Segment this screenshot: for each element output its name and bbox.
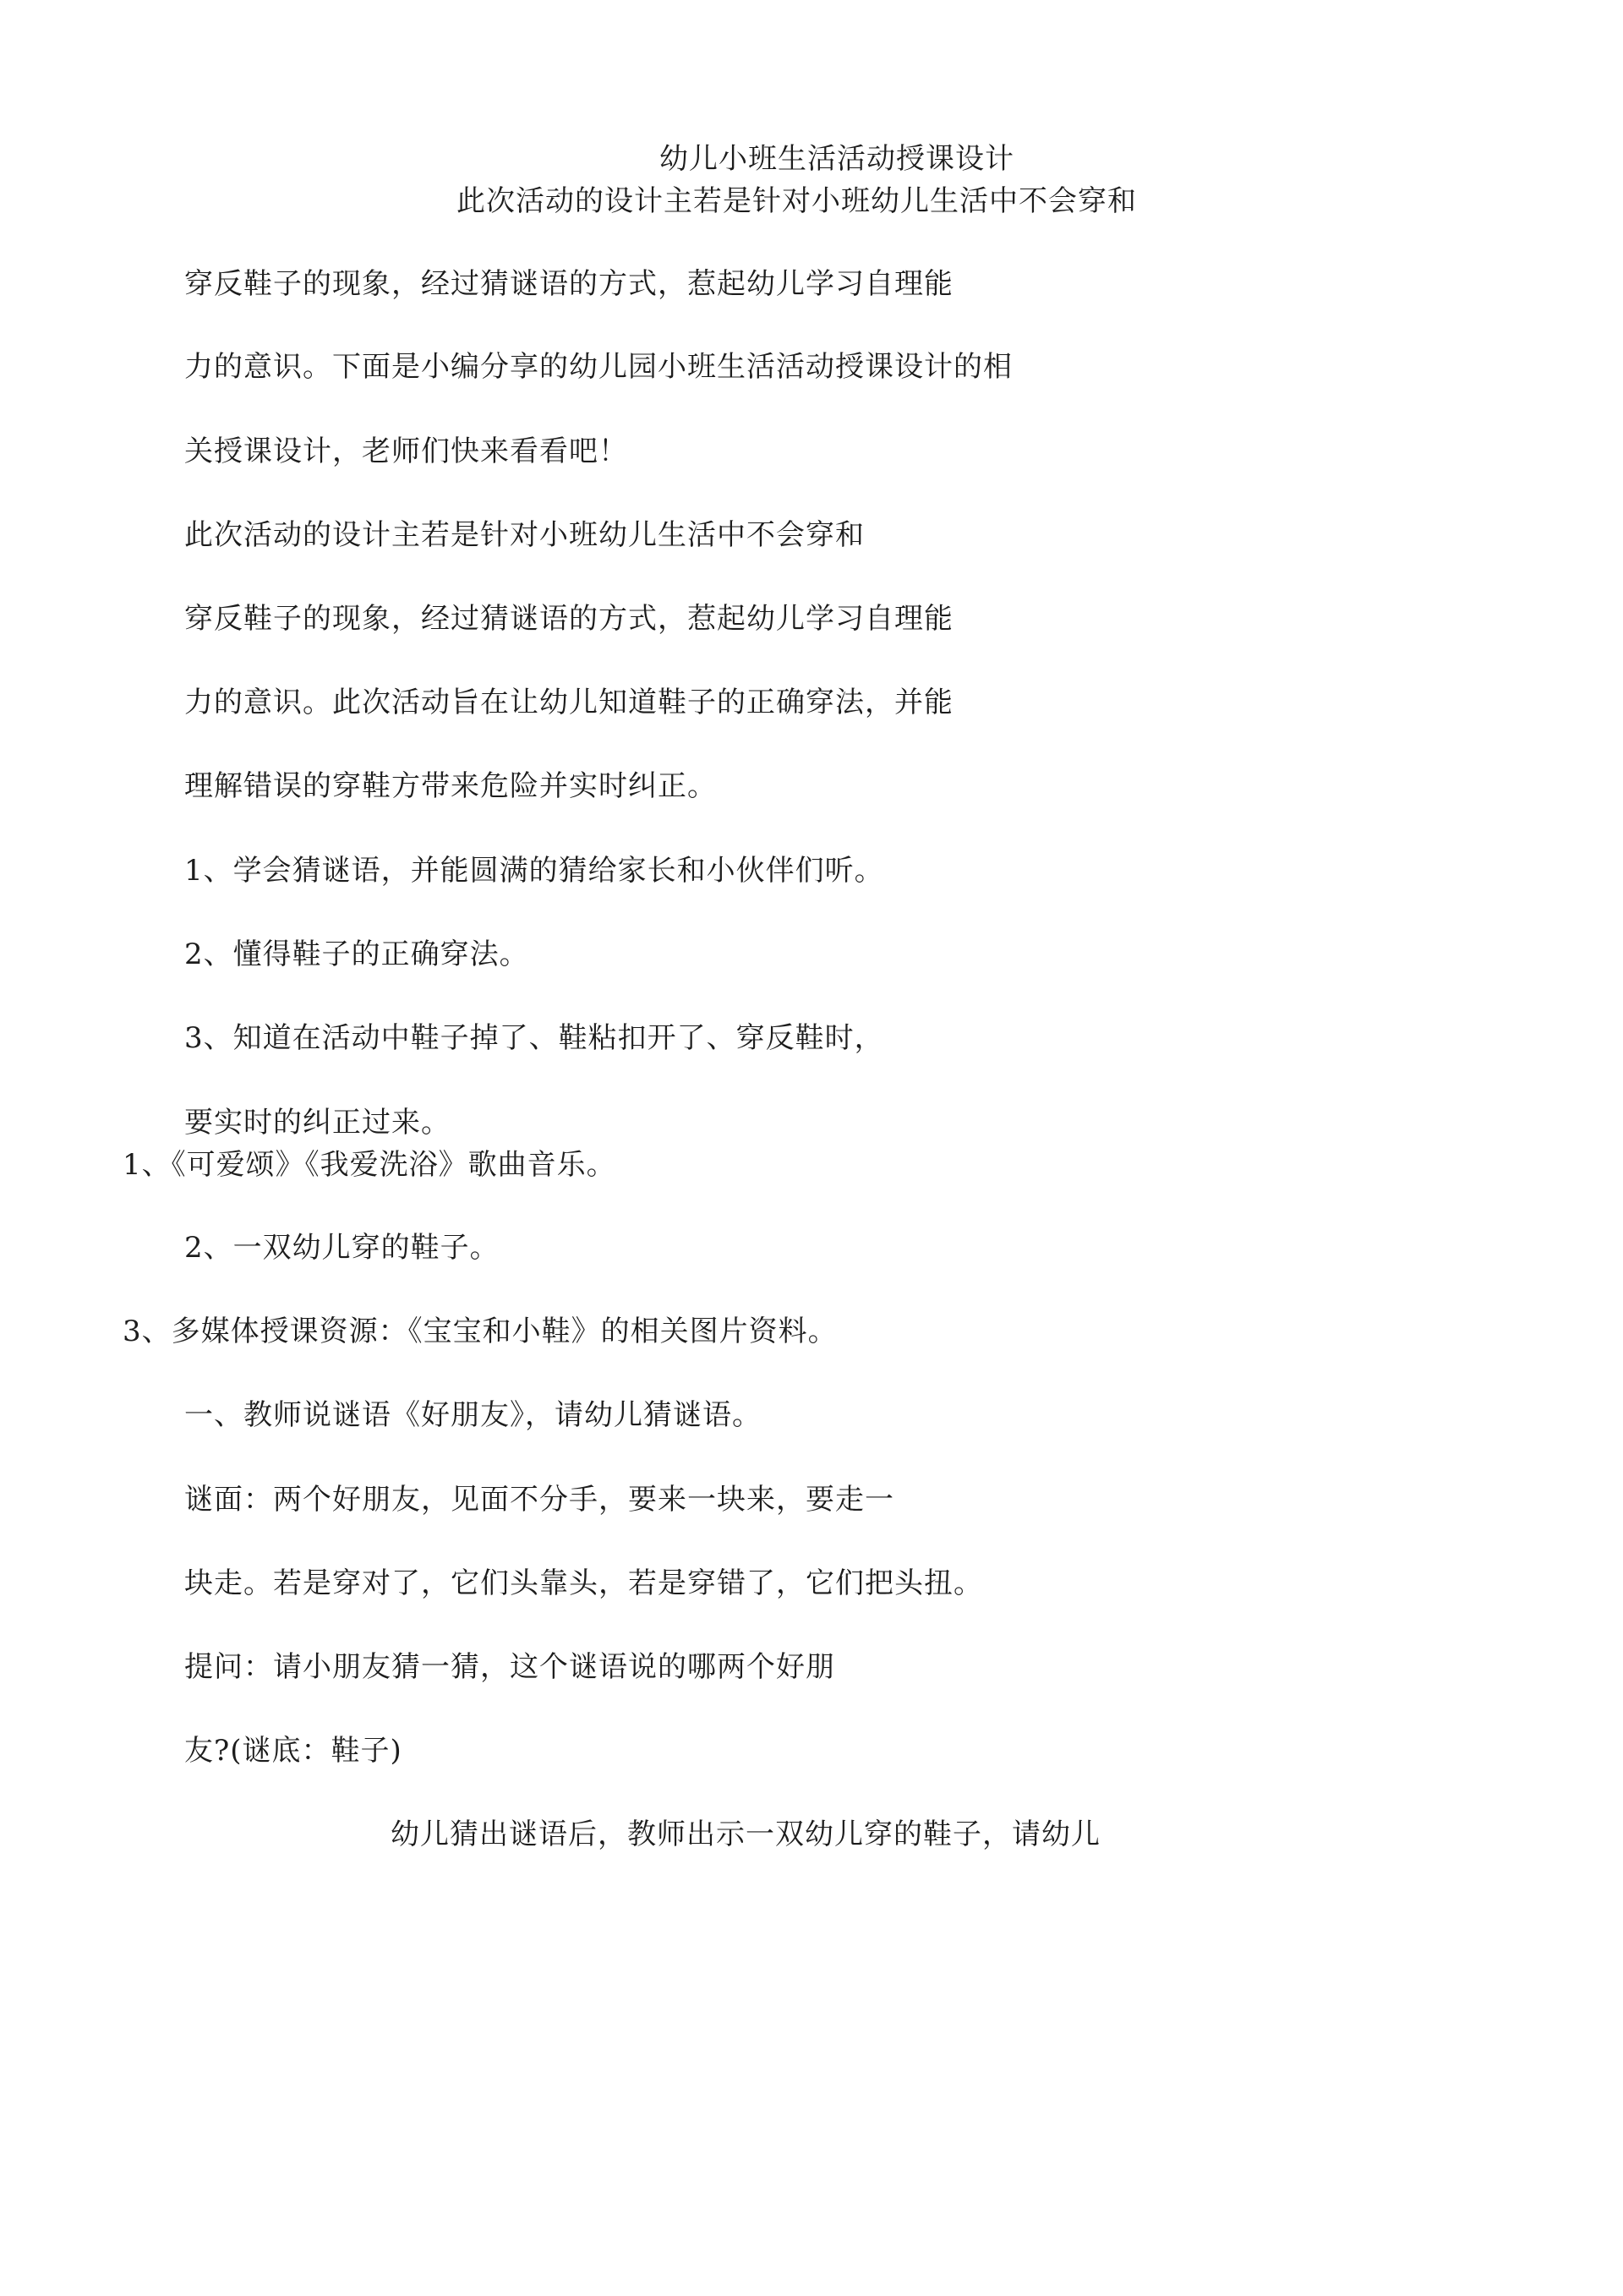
- document-subtitle: 此次活动的设计主若是针对小班幼儿生活中不会穿和: [456, 184, 1137, 218]
- paragraph-line: 力的意识。下面是小编分享的幼儿园小班生活活动授课设计的相: [184, 350, 1013, 384]
- section-heading: 一、教师说谜语《好朋友》，请幼儿猜谜语。: [184, 1398, 762, 1432]
- list-item: 2、懂得鞋子的正确穿法。: [184, 938, 529, 971]
- paragraph-line: 理解错误的穿鞋方带来危险并实时纠正。: [184, 769, 717, 803]
- paragraph-line: 块走。若是穿对了，它们头靠头，若是穿错了，它们把头扭。: [184, 1566, 983, 1600]
- list-item: 3、多媒体授课资源：《宝宝和小鞋》的相关图片资料。: [123, 1315, 838, 1348]
- paragraph-line: 谜面：两个好朋友，见面不分手，要来一块来，要走一: [184, 1483, 894, 1517]
- paragraph-line: 关授课设计，老师们快来看看吧！: [184, 435, 628, 468]
- list-item: 3、知道在活动中鞋子掉了、鞋粘扣开了、穿反鞋时，: [184, 1021, 884, 1055]
- paragraph-line: 友?(谜底：鞋子): [184, 1734, 402, 1768]
- paragraph-line: 穿反鞋子的现象，经过猜谜语的方式，惹起幼儿学习自理能: [184, 267, 954, 301]
- list-item-continuation: 要实时的纠正过来。: [184, 1106, 451, 1140]
- paragraph-line: 幼儿猜出谜语后，教师出示一双幼儿穿的鞋子，请幼儿: [391, 1818, 1101, 1851]
- paragraph-line: 穿反鞋子的现象，经过猜谜语的方式，惹起幼儿学习自理能: [184, 602, 954, 636]
- list-item: 1、学会猜谜语，并能圆满的猜给家长和小伙伴们听。: [184, 854, 884, 888]
- document-title: 幼儿小班生活活动授课设计: [659, 142, 1014, 176]
- list-item: 2、一双幼儿穿的鞋子。: [184, 1231, 500, 1265]
- paragraph-line: 此次活动的设计主若是针对小班幼儿生活中不会穿和: [184, 518, 865, 552]
- paragraph-line: 力的意识。此次活动旨在让幼儿知道鞋子的正确穿法，并能: [184, 686, 954, 719]
- paragraph-line: 提问：请小朋友猜一猜，这个谜语说的哪两个好朋: [184, 1650, 835, 1684]
- list-item: 1、《可爱颂》《我爱洗浴》歌曲音乐。: [123, 1148, 616, 1182]
